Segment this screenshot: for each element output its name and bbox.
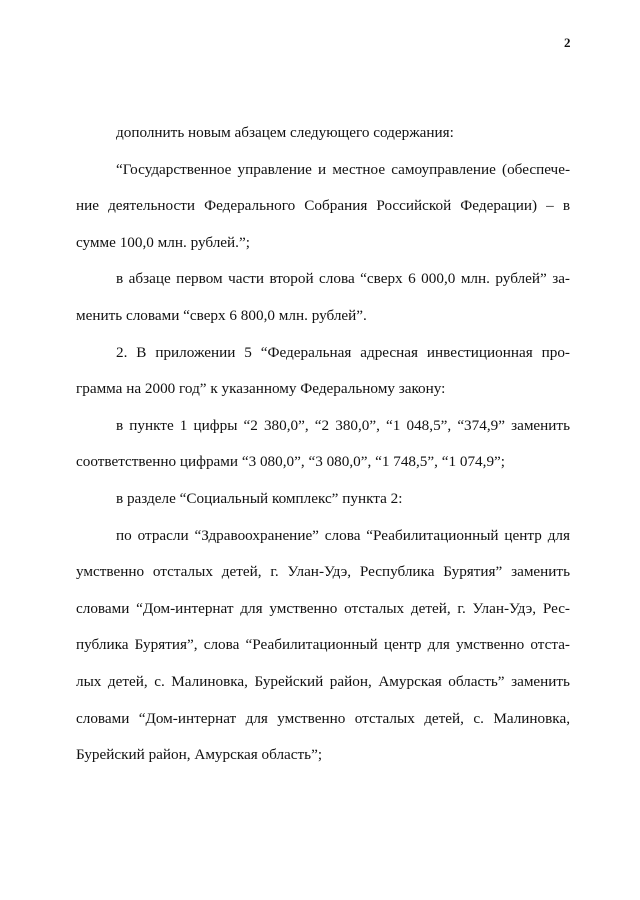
text-line: умственно отсталых детей, г. Улан-Удэ, Республика Бурятия” заменить bbox=[76, 563, 570, 581]
text-line: соответственно цифрами “3 080,0”, “3 080,0”, “1 748,5”, “1 074,9”; bbox=[76, 453, 506, 471]
text-line: в пункте 1 цифры “2 380,0”, “2 380,0”, “1 048,5”, “374,9” заменить bbox=[116, 416, 570, 434]
paragraph bbox=[76, 267, 570, 328]
text-line: менить словами “сверх 6 800,0 млн. рублей”. bbox=[76, 306, 367, 324]
text-line: “Государственное управление и местное самоуправление (обеспече- bbox=[116, 160, 570, 178]
text-line: словами “Дом-интернат для умственно отсталых детей, г. Улан-Удэ, Рес- bbox=[76, 599, 570, 617]
paragraph bbox=[76, 121, 570, 145]
text-line: дополнить новым абзацем следующего содержания: bbox=[116, 124, 454, 141]
paragraph bbox=[76, 414, 570, 475]
document-body bbox=[76, 121, 570, 780]
text-line: публика Бурятия”, слова “Реабилитационный центр для умственно отста- bbox=[76, 636, 570, 654]
text-line: грамма на 2000 год” к указанному Федеральному закону: bbox=[76, 380, 446, 398]
text-line: по отрасли “Здравоохранение” слова “Реабилитационный центр для bbox=[116, 526, 570, 544]
page-number: 2 bbox=[564, 35, 571, 50]
text-line: ние деятельности Федерального Собрания Российской Федерации) – в bbox=[76, 197, 570, 215]
text-line: сумме 100,0 млн. рублей.”; bbox=[76, 233, 250, 251]
text-line: в разделе “Социальный комплекс” пункта 2: bbox=[116, 489, 403, 507]
paragraph bbox=[76, 341, 570, 402]
paragraph bbox=[76, 524, 570, 768]
text-line: Бурейский район, Амурская область”; bbox=[76, 746, 323, 764]
text-line: лых детей, с. Малиновка, Бурейский район, Амурская область” заменить bbox=[76, 672, 570, 690]
text-line: 2. В приложении 5 “Федеральная адресная инвестиционная про- bbox=[116, 343, 570, 361]
text-line: словами “Дом-интернат для умственно отсталых детей, с. Малиновка, bbox=[76, 709, 570, 727]
text-line: в абзаце первом части второй слова “сверх 6 000,0 млн. рублей” за- bbox=[116, 270, 570, 288]
paragraph bbox=[76, 158, 570, 255]
paragraph bbox=[76, 487, 570, 511]
